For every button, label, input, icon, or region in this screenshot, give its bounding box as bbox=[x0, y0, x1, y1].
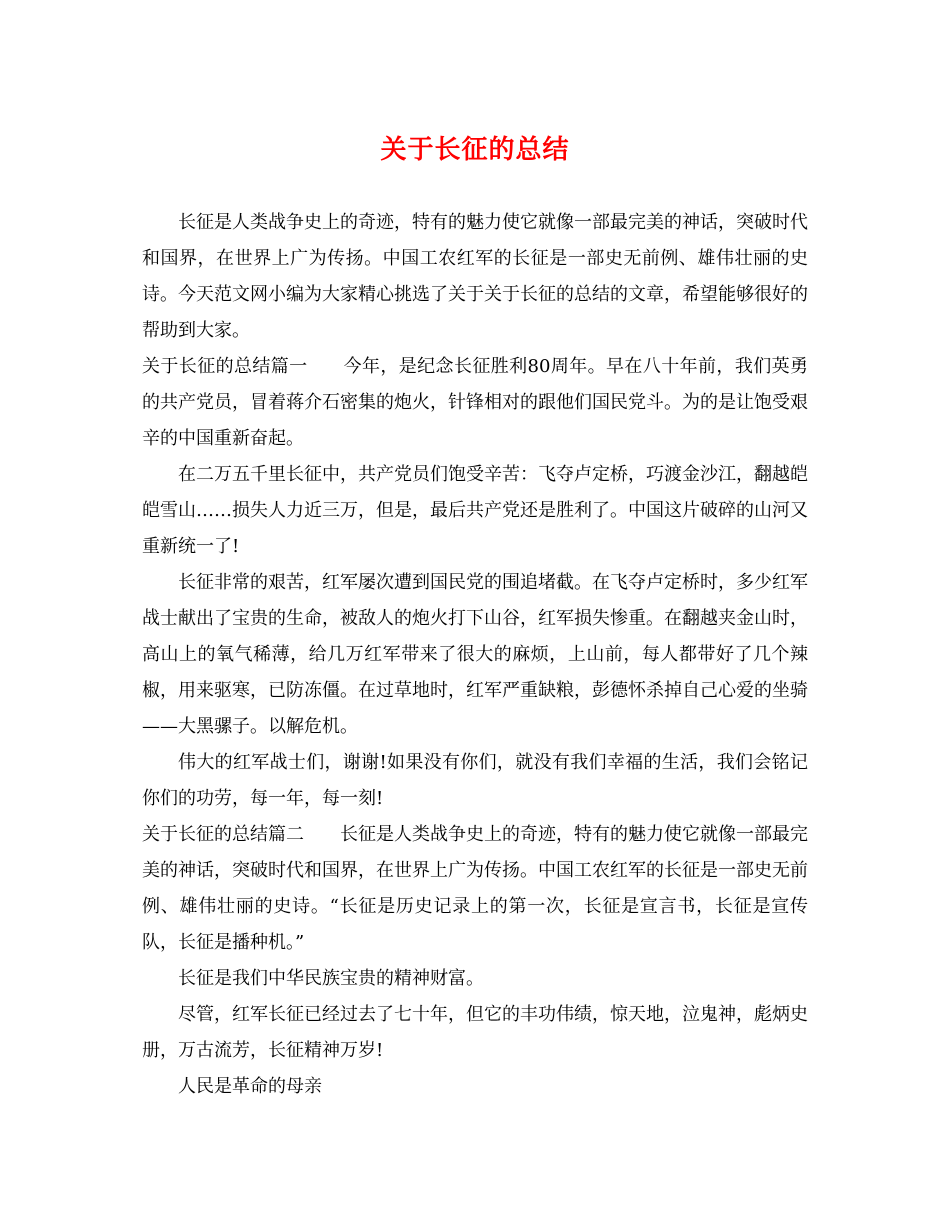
section-heading: 关于长征的总结篇一 bbox=[142, 356, 308, 377]
section-text: 长征是人类战争史上的奇迹，特有的魅力使它就像一部最完美的神话，突破时代和国界，在世界上广为传扬。中国工农红军的长征是一部史无前例、雄伟壮丽的史诗。“长征是历史记录上的第一次，长征是宣言书，长征是宣传队，长征是播种机。” bbox=[142, 824, 808, 953]
body-paragraph: 人民是革命的母亲 bbox=[178, 1076, 322, 1097]
body-paragraph: 长征非常的艰苦，红军屡次遭到国民党的围追堵截。在飞夺卢定桥时，多少红军战士献出了宝贵的生命，被敌人的炮火打下山谷，红军损失惨重。在翻越夹金山时，高山上的氧气稀薄，给几万红军带来了很大的麻烦，上山前，每人都带好了几个辣椒，用来驱寒，已防冻僵。在过草地时，红军严重缺粮，彭德怀杀掉自己心爱的坐骑——大黑骡子。以解危机。 bbox=[142, 572, 808, 737]
intro-paragraph: 长征是人类战争史上的奇迹，特有的魅力使它就像一部最完美的神话，突破时代和国界，在世界上广为传扬。中国工农红军的长征是一部史无前例、雄伟壮丽的史诗。今天范文网小编为大家精心挑选了关于关于长征的总结的文章，希望能够很好的帮助到大家。 bbox=[142, 212, 808, 341]
document-body bbox=[142, 205, 808, 1105]
section-one-paragraph bbox=[142, 349, 808, 457]
body-paragraph: 在二万五千里长征中，共产党员们饱受辛苦：飞夺卢定桥，巧渡金沙江，翻越皑皑雪山……损失人力近三万，但是，最后共产党还是胜利了。中国这片破碎的山河又重新统一了! bbox=[142, 464, 808, 557]
section-text: 今年，是纪念长征胜利80周年。早在八十年前，我们英勇的共产党员，冒着蒋介石密集的炮火，针锋相对的跟他们国民党斗。为的是让饱受艰辛的中国重新奋起。 bbox=[142, 356, 809, 449]
document-title: 关于长征的总结 bbox=[380, 135, 570, 165]
section-two-paragraph bbox=[142, 817, 808, 961]
body-paragraph: 长征是我们中华民族宝贵的精神财富。 bbox=[178, 968, 484, 989]
body-paragraph: 伟大的红军战士们，谢谢!如果没有你们，就没有我们幸福的生活，我们会铭记你们的功劳，每一年，每一刻! bbox=[142, 752, 808, 809]
body-paragraph: 尽管，红军长征已经过去了七十年，但它的丰功伟绩，惊天地，泣鬼神，彪炳史册，万古流芳，长征精神万岁! bbox=[142, 1004, 808, 1061]
section-heading: 关于长征的总结篇二 bbox=[142, 824, 304, 845]
